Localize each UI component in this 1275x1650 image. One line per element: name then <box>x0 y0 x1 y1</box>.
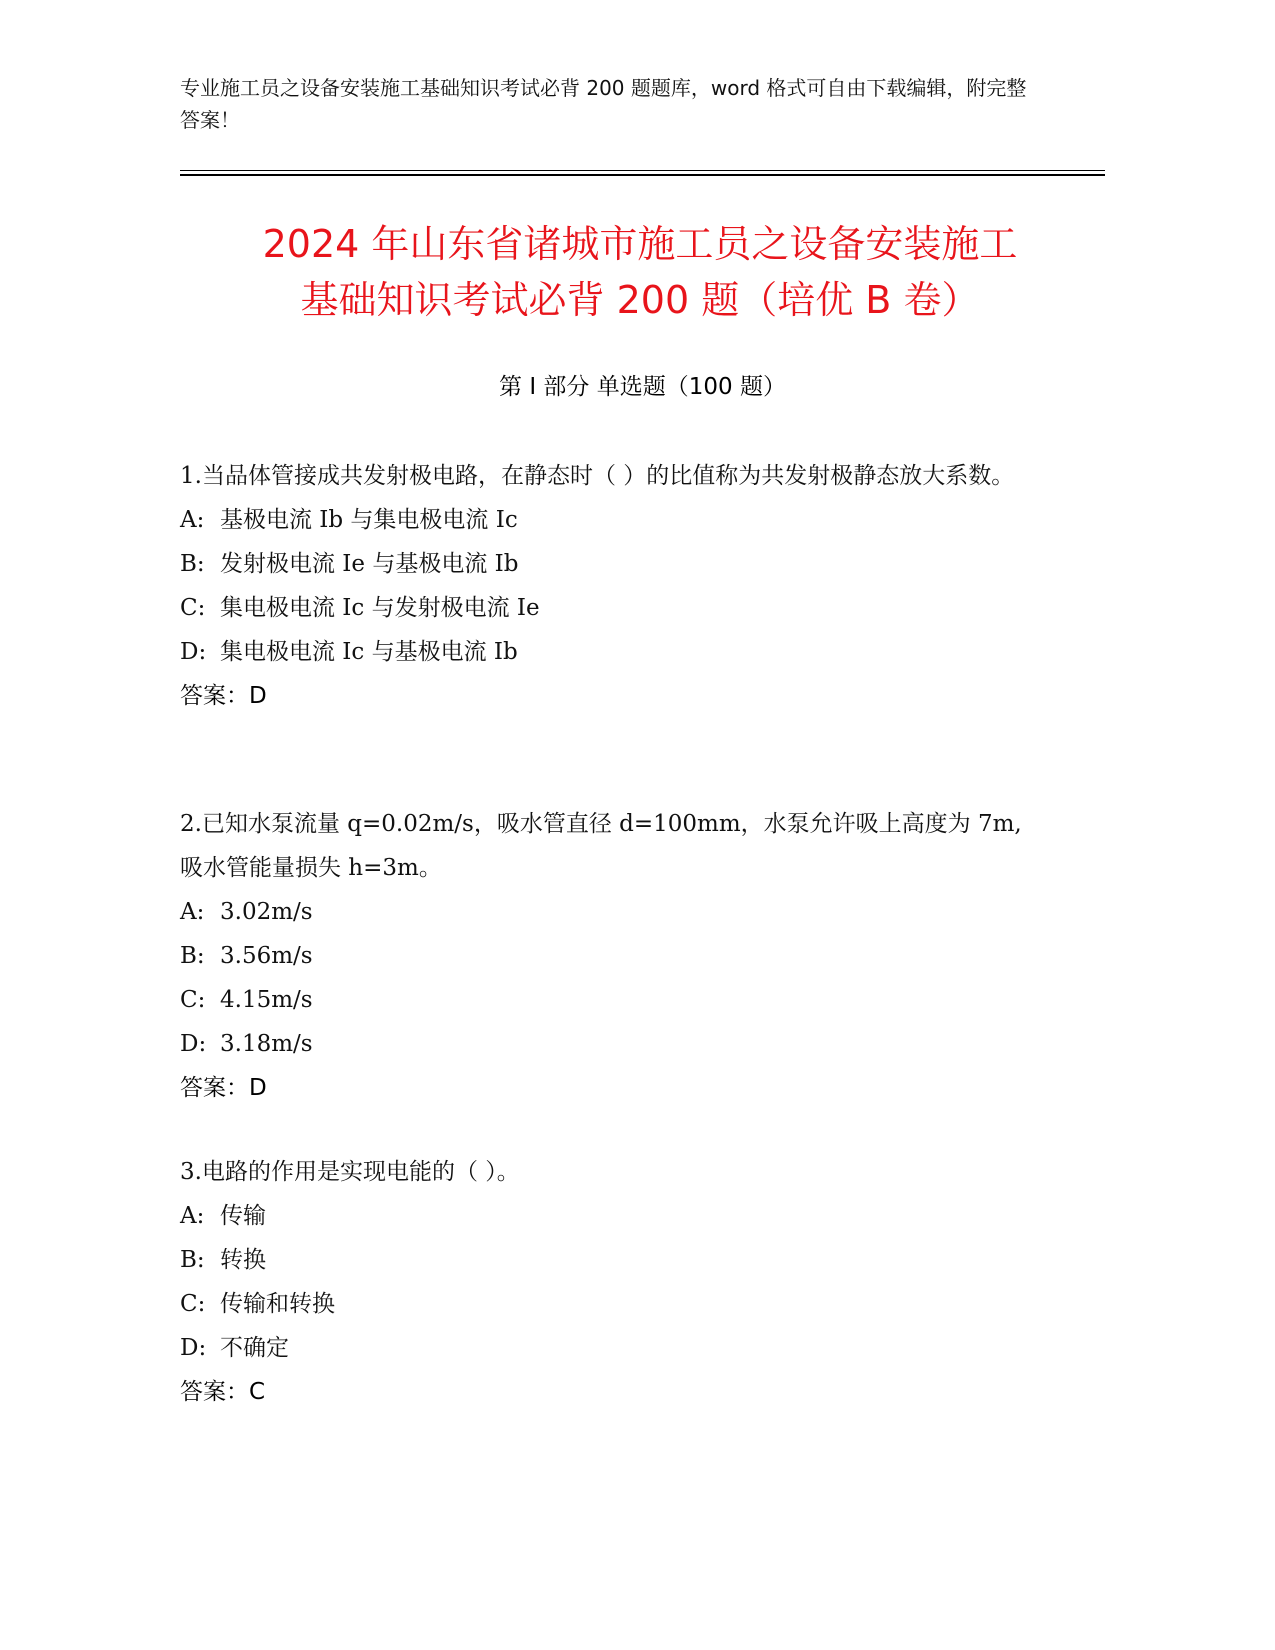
option-key: C: <box>180 595 206 621</box>
document-title-line-2: 基础知识考试必背 200 题（培优 B 卷） <box>300 278 980 322</box>
option-d <box>180 1022 1040 1066</box>
option-text: 3.18m/s <box>220 1031 313 1057</box>
question-3 <box>180 1150 1040 1414</box>
option-text: 发射极电流 Ie 与基极电流 Ib <box>220 551 519 577</box>
option-text: 不确定 <box>220 1335 289 1361</box>
question-stem: 2.已知水泵流量 q=0.02m/s，吸水管直径 d=100mm，水泵允许吸上高度为 7m,吸水管能量损失 h=3m。 <box>180 811 1022 881</box>
option-text: 基极电流 Ib 与集电极电流 Ic <box>220 507 518 533</box>
document-title <box>140 216 1140 328</box>
option-key: D: <box>180 1335 207 1361</box>
option-a <box>180 890 1040 934</box>
option-text: 转换 <box>220 1247 266 1273</box>
option-text: 4.15m/s <box>220 987 313 1013</box>
header-divider-top <box>180 170 1105 171</box>
option-a <box>180 1194 1040 1238</box>
question-stem: 1.当品体管接成共发射极电路，在静态时（ ）的比值称为共发射极静态放大系数。 <box>180 463 1015 489</box>
option-b <box>180 542 1040 586</box>
option-key: A: <box>180 899 205 925</box>
option-key: D: <box>180 1031 207 1057</box>
answer-label: 答案：C <box>180 1379 266 1405</box>
option-text: 集电极电流 Ic 与基极电流 Ib <box>220 639 518 665</box>
option-key: B: <box>180 1247 205 1273</box>
option-key: A: <box>180 507 205 533</box>
document-title-line-1: 2024 年山东省诸城市施工员之设备安装施工 <box>262 222 1018 266</box>
option-a <box>180 498 1040 542</box>
question-stem: 3.电路的作用是实现电能的（ ）。 <box>180 1159 520 1185</box>
option-key: B: <box>180 551 205 577</box>
option-b <box>180 934 1040 978</box>
option-d <box>180 630 1040 674</box>
question-2 <box>180 802 1040 1110</box>
section-heading: 第 I 部分 单选题（100 题） <box>499 374 786 400</box>
option-key: D: <box>180 639 207 665</box>
option-text: 3.56m/s <box>220 943 313 969</box>
option-d <box>180 1326 1040 1370</box>
header-note: 专业施工员之设备安装施工基础知识考试必背 200 题题库，word 格式可自由下载编辑，附完整答案！ <box>180 76 1027 132</box>
option-c <box>180 586 1040 630</box>
option-b <box>180 1238 1040 1282</box>
option-text: 传输 <box>220 1203 266 1229</box>
option-text: 集电极电流 Ic 与发射极电流 Ie <box>220 595 540 621</box>
answer-label: 答案：D <box>180 1075 267 1101</box>
question-1 <box>180 454 1040 718</box>
option-c <box>180 1282 1040 1326</box>
option-key: A: <box>180 1203 205 1229</box>
answer-label: 答案：D <box>180 683 267 709</box>
option-c <box>180 978 1040 1022</box>
option-key: C: <box>180 987 206 1013</box>
option-key: B: <box>180 943 205 969</box>
option-text: 3.02m/s <box>220 899 313 925</box>
option-text: 传输和转换 <box>220 1291 335 1317</box>
header-divider-bottom <box>180 174 1105 176</box>
option-key: C: <box>180 1291 206 1317</box>
